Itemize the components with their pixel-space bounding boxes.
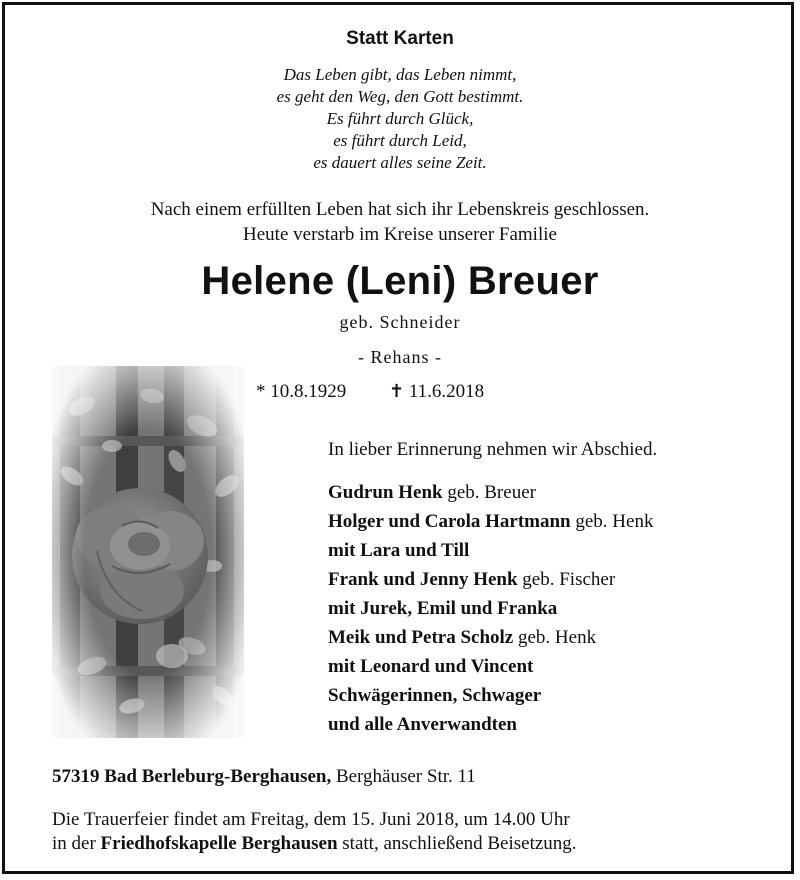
intro-line: Heute verstarb im Kreise unserer Familie — [243, 224, 557, 245]
list-item — [328, 507, 653, 536]
maiden-name: geb. Schneider — [339, 312, 461, 332]
list-item — [328, 478, 653, 507]
mourner-name: Meik und Petra Scholz — [328, 627, 514, 648]
death-date: 11.6.2018 — [408, 381, 485, 402]
poem-line: es dauert alles seine Zeit. — [313, 153, 487, 172]
funeral-line: Die Trauerfeier findet am Freitag, dem 15. Juni 2018, um 14.00 Uhr — [52, 809, 570, 830]
mourner-name: mit Jurek, Emil und Franka — [328, 598, 558, 619]
mourner-note: geb. Fischer — [517, 569, 616, 590]
poem-line: es geht den Weg, den Gott bestimmt. — [276, 87, 524, 106]
cross-icon: ✝ — [389, 381, 405, 401]
mourner-name: und alle Anverwandten — [328, 714, 517, 735]
list-item — [328, 565, 653, 594]
farewell-text: In lieber Erinnerung nehmen wir Abschied. — [328, 439, 658, 460]
list-item — [328, 710, 653, 739]
mourner-name: mit Leonard und Vincent — [328, 656, 534, 677]
poem-line: Das Leben gibt, das Leben nimmt, — [283, 65, 517, 84]
intro-text — [0, 197, 800, 247]
mourner-note: geb. Breuer — [442, 482, 536, 503]
list-item — [328, 652, 653, 681]
funeral-location: Friedhofskapelle Berghausen — [100, 833, 338, 854]
funeral-text: statt, anschließend Beisetzung. — [337, 833, 577, 854]
mourner-name: mit Lara und Till — [328, 540, 470, 561]
birth-date: * 10.8.1929 — [256, 381, 347, 402]
header-label: Statt Karten — [346, 28, 454, 49]
mourner-note: geb. Henk — [513, 627, 597, 648]
address-city: 57319 Bad Berleburg-Berghausen, — [52, 766, 332, 787]
list-item — [328, 623, 653, 652]
funeral-line — [52, 832, 577, 856]
mourner-name: Holger und Carola Hartmann — [328, 511, 571, 532]
funeral-text: in der — [52, 833, 101, 854]
poem-line: Es führt durch Glück, — [326, 109, 474, 128]
intro-line: Nach einem erfüllten Leben hat sich ihr Lebenskreis geschlossen. — [150, 199, 650, 220]
mourner-note: geb. Henk — [570, 511, 654, 532]
mourner-name: Schwägerinnen, Schwager — [328, 685, 542, 706]
life-dates — [256, 381, 484, 403]
list-item — [328, 594, 653, 623]
death-date-group — [389, 381, 484, 402]
rose-photo — [52, 366, 244, 738]
nickname: - Rehans - — [358, 347, 442, 367]
mourner-name: Frank und Jenny Henk — [328, 569, 518, 590]
deceased-name: Helene (Leni) Breuer — [201, 259, 599, 303]
address — [52, 766, 476, 788]
poem-line: es führt durch Leid, — [333, 131, 467, 150]
list-item — [328, 536, 653, 565]
list-item — [328, 681, 653, 710]
address-street: Berghäuser Str. 11 — [331, 766, 476, 787]
mourner-name: Gudrun Henk — [328, 482, 443, 503]
funeral-info — [52, 808, 577, 856]
mourners-list — [328, 478, 653, 739]
poem — [0, 64, 800, 174]
